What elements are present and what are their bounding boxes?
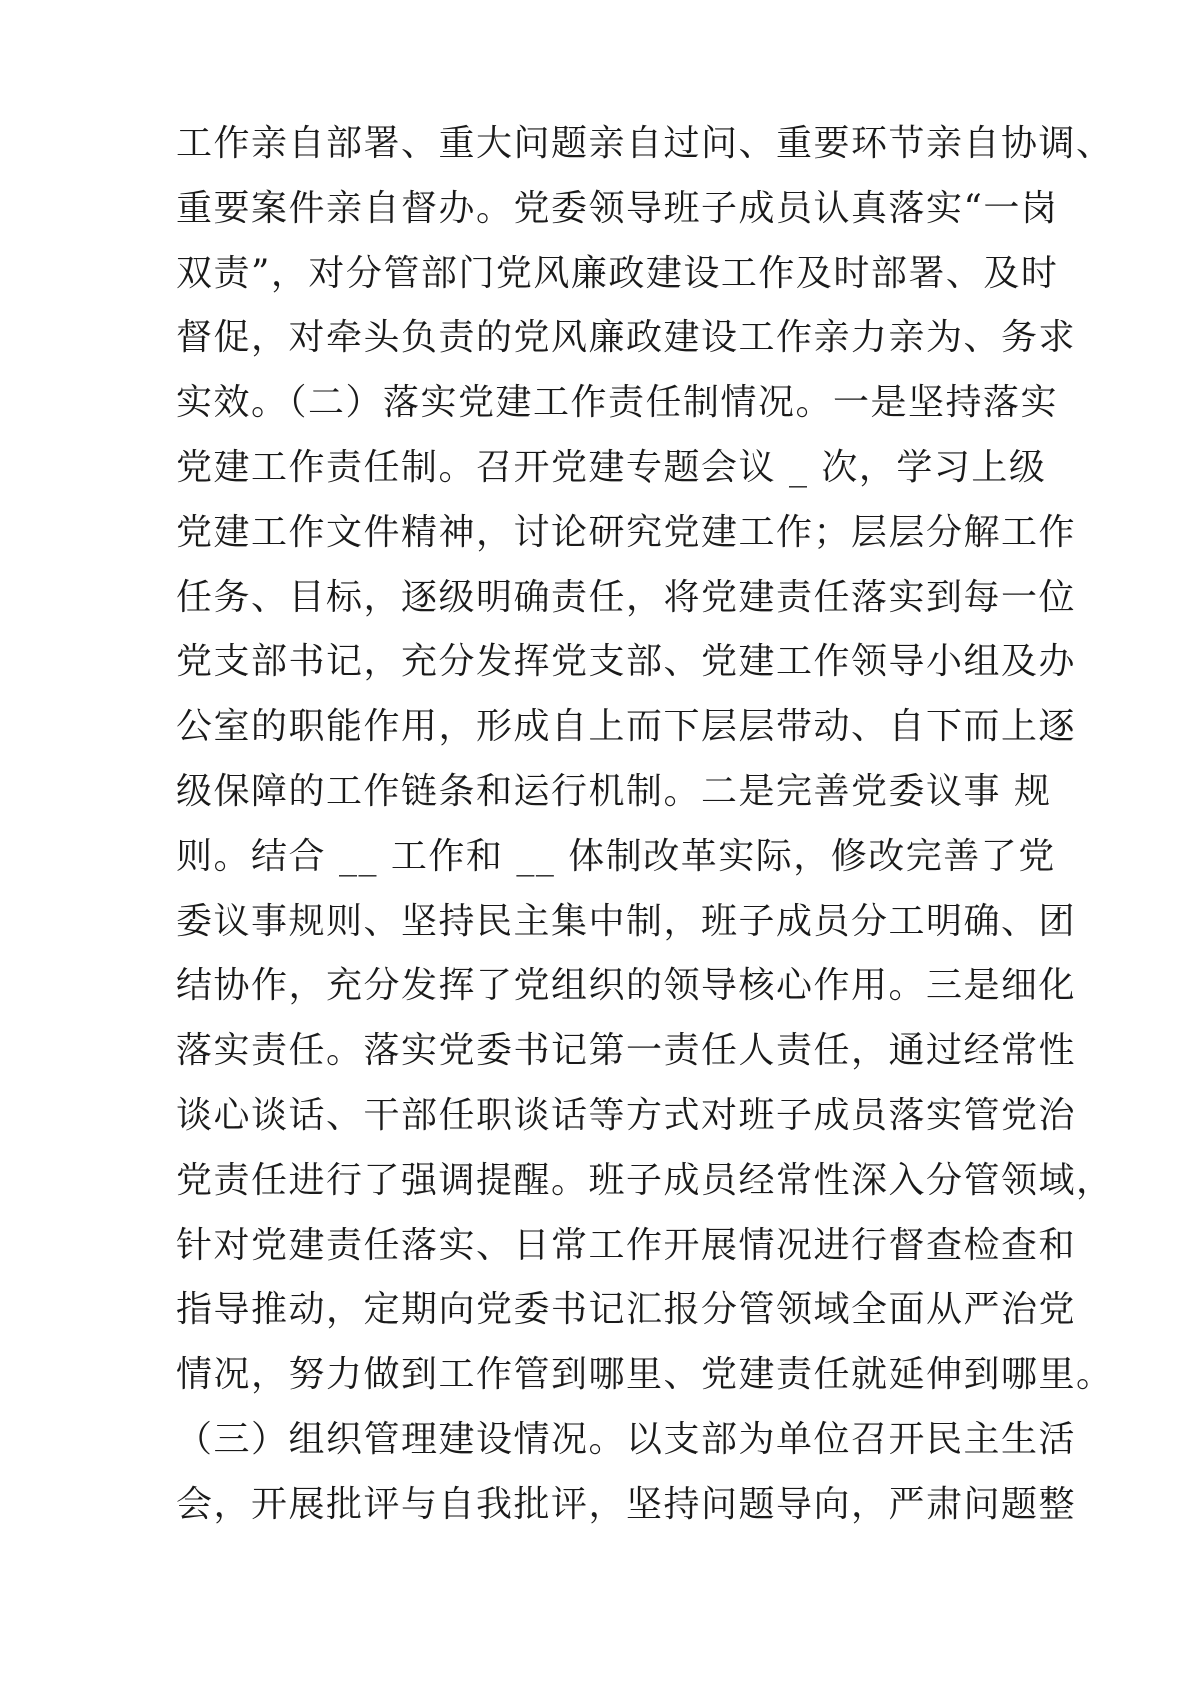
text-line: 委议事规则、坚持民主集中制，班子成员分工明确、团 — [176, 900, 1077, 942]
body-text — [176, 112, 1114, 1538]
text-line: 实效。（二）落实党建工作责任制情况。一是坚持落实 — [176, 382, 1059, 424]
text-line: 党建工作文件精神，讨论研究党建工作；层层分解工作 — [176, 511, 1077, 553]
text-line: 情况，努力做到工作管到哪里、党建责任就延伸到哪里。 — [176, 1354, 1114, 1396]
text-line: 重要案件亲自督办。党委领导班子成员认真落实“一岗 — [176, 187, 1059, 229]
text-line: 会，开展批评与自我批评，坚持问题导向，严肃问题整 — [176, 1483, 1077, 1525]
text-line: 任务、目标，逐级明确责任，将党建责任落实到每一位 — [176, 576, 1077, 618]
text-line: 党支部书记，充分发挥党支部、党建工作领导小组及办 — [176, 641, 1077, 683]
text-line: 党建工作责任制。召开党建专题会议 _ 次，学习上级 — [176, 446, 1047, 488]
text-line: 工作亲自部署、重大问题亲自过问、重要环节亲自协调、 — [176, 123, 1114, 164]
text-line: 公室的职能作用，形成自上而下层层带动、自下而上逐 — [176, 706, 1077, 748]
text-line: 指导推动，定期向党委书记汇报分管领域全面从严治党 — [176, 1289, 1077, 1331]
text-line: 党责任进行了强调提醒。班子成员经常性深入分管领域， — [176, 1159, 1114, 1201]
text-line: 督促，对牵头负责的党风廉政建设工作亲力亲为、务求 — [176, 317, 1077, 359]
text-line: （三）组织管理建设情况。以支部为单位召开民主生活 — [176, 1418, 1077, 1460]
text-line: 落实责任。落实党委书记第一责任人责任，通过经常性 — [176, 1030, 1077, 1072]
text-line: 则。结合 __ 工作和 __ 体制改革实际，修改完善了党 — [176, 835, 1056, 877]
text-line: 级保障的工作链条和运行机制。二是完善党委议事 规 — [176, 770, 1052, 812]
text-line: 针对党建责任落实、日常工作开展情况进行督查检查和 — [176, 1224, 1077, 1266]
text-line: 结协作，充分发挥了党组织的领导核心作用。三是细化 — [176, 965, 1077, 1007]
text-line: 谈心谈话、干部任职谈话等方式对班子成员落实管党治 — [176, 1094, 1077, 1136]
text-line: 双责”，对分管部门党风廉政建设工作及时部署、及时 — [176, 252, 1059, 294]
